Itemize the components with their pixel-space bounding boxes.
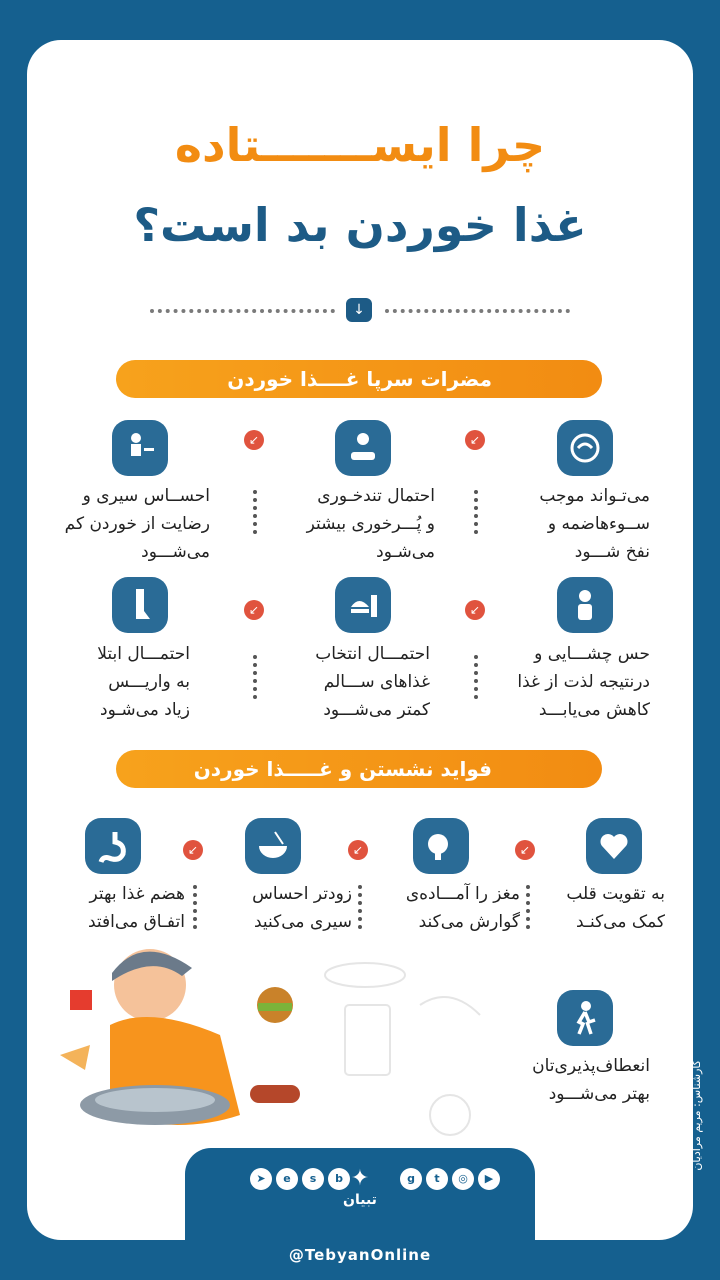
harm-text-6: احتمـــال ابتلا به واریـــس زیاد می‌شـود xyxy=(97,644,190,720)
separator-dots xyxy=(358,885,362,929)
arrow-icon: ↙ xyxy=(244,430,264,450)
title-line-1: چرا ایســـــــتاده xyxy=(174,118,546,172)
benefit-text-4: هضم غذا بهتر اتفـاق می‌افتد xyxy=(88,884,185,932)
title-divider xyxy=(150,298,570,322)
twitter-icon[interactable]: t xyxy=(426,1168,448,1190)
logo-text: تبیان xyxy=(343,1192,377,1208)
arrow-icon: ↙ xyxy=(515,840,535,860)
benefit-text-5: انعطاف‌پذیری‌تان بهتر می‌شـــود xyxy=(532,1056,650,1104)
benefit-text-3: زودتر احساس سیری می‌کنید xyxy=(252,884,352,932)
separator-dots xyxy=(526,885,530,929)
separator-dots xyxy=(474,655,478,699)
arrow-icon: ↙ xyxy=(348,840,368,860)
soroush-icon[interactable]: s xyxy=(302,1168,324,1190)
separator-dots xyxy=(474,490,478,534)
divider-dots-left xyxy=(150,309,335,315)
brain-icon xyxy=(413,818,469,874)
walking-person-icon xyxy=(557,990,613,1046)
arrow-icon: ↙ xyxy=(465,430,485,450)
arrow-down-icon: ↓ xyxy=(346,298,372,322)
social-handle[interactable]: @TebyanOnline xyxy=(288,1246,432,1264)
eating-person-icon xyxy=(335,420,391,476)
harms-section-header: مضرات سرپا غــــذا خوردن xyxy=(116,360,602,398)
arrow-icon: ↙ xyxy=(183,840,203,860)
gap-icon[interactable]: g xyxy=(400,1168,422,1190)
telegram-icon[interactable]: ➤ xyxy=(250,1168,272,1190)
separator-dots xyxy=(193,885,197,929)
aparat-icon[interactable]: ▶ xyxy=(478,1168,500,1190)
arrow-icon: ↙ xyxy=(244,600,264,620)
title-line-2: غذا خوردن بد است؟ xyxy=(133,198,587,252)
benefit-text-2: مغز را آمـــاده‌ی گوارش می‌کند xyxy=(405,884,520,932)
credit-text: کارشناس: مریم مرادیان xyxy=(690,1060,703,1171)
person-tasting-icon xyxy=(557,577,613,633)
separator-dots xyxy=(253,490,257,534)
harm-text-4: حس چشـــایی و درنتیجه لذت از غذا کاهش می‌یابـــد xyxy=(517,644,650,720)
divider-dots-right xyxy=(385,309,570,315)
harm-text-3: احســاس سیری و رضایت از خوردن کم می‌شـــود xyxy=(64,486,210,562)
leg-veins-icon xyxy=(112,577,168,633)
harm-text-1: می‌تـواند موجب ســوءهاضمه و نفخ شـــود xyxy=(539,486,650,562)
social-icons-right xyxy=(400,1168,500,1190)
rice-bowl-icon xyxy=(245,818,301,874)
heart-icon xyxy=(586,818,642,874)
harm-text-2: احتمال تندخـوری و پُـــرخوری بیشتر می‌شـود xyxy=(306,486,435,562)
seated-eating-icon xyxy=(112,420,168,476)
benefits-section-header: فواید نشستن و غـــــذا خوردن xyxy=(116,750,602,788)
bale-icon[interactable]: b xyxy=(328,1168,350,1190)
instagram-icon[interactable]: ◎ xyxy=(452,1168,474,1190)
stomach-icon xyxy=(85,818,141,874)
fast-food-icon xyxy=(335,577,391,633)
arrow-icon: ↙ xyxy=(465,600,485,620)
eitaa-icon[interactable]: e xyxy=(276,1168,298,1190)
harm-text-5: احتمـــال انتخاب غذاهای ســـالم کمتر می‌شـــود xyxy=(315,644,430,720)
separator-dots xyxy=(253,655,257,699)
benefit-text-1: به تقویت قلب کمک می‌کنـد xyxy=(566,884,665,932)
tebyan-logo: ✦ تبیان xyxy=(330,1166,390,1214)
bloated-stomach-icon xyxy=(557,420,613,476)
